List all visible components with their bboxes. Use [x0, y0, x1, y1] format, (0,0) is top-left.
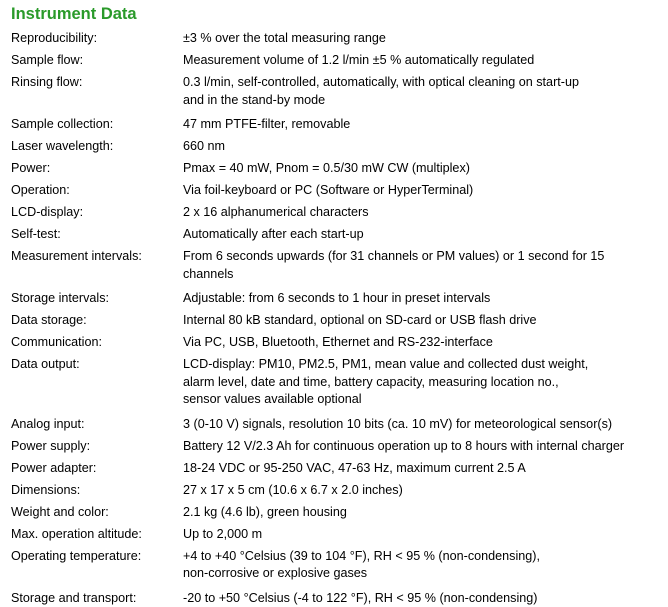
spec-row-analog-input	[11, 416, 668, 434]
spec-value: From 6 seconds upwards (for 31 channels or PM values) or 1 second for 15 channels	[183, 248, 668, 283]
spec-label: Laser wavelength:	[11, 138, 183, 156]
spec-row-lcd-display	[11, 204, 668, 222]
spec-value: LCD-display: PM10, PM2.5, PM1, mean value and collected dust weight, alarm level, date and time, battery capacity, measuring location no., sensor values available optional	[183, 356, 668, 409]
spec-value: -20 to +50 °Celsius (-4 to 122 °F), RH < 95 % (non-condensing)	[183, 590, 668, 607]
spec-value: Internal 80 kB standard, optional on SD-card or USB flash drive	[183, 312, 668, 330]
spec-value: Pmax = 40 mW, Pnom = 0.5/30 mW CW (multiplex)	[183, 160, 668, 178]
spec-label: Power adapter:	[11, 460, 183, 478]
spec-value: ±3 % over the total measuring range	[183, 30, 668, 48]
spec-value: 47 mm PTFE-filter, removable	[183, 116, 668, 134]
spec-label: LCD-display:	[11, 204, 183, 222]
spec-label: Sample flow:	[11, 52, 183, 70]
spec-label: Storage and transport:	[11, 590, 183, 607]
spec-value: 660 nm	[183, 138, 668, 156]
spec-label: Power supply:	[11, 438, 183, 456]
spec-label: Analog input:	[11, 416, 183, 434]
spec-value: 27 x 17 x 5 cm (10.6 x 6.7 x 2.0 inches)	[183, 482, 668, 500]
spec-row-power-supply	[11, 438, 668, 456]
spec-row-measurement-intervals	[11, 248, 668, 283]
spec-value: Measurement volume of 1.2 l/min ±5 % automatically regulated	[183, 52, 668, 70]
spec-row-data-storage	[11, 312, 668, 330]
spec-row-rinsing-flow	[11, 74, 668, 109]
spec-row-power-adapter	[11, 460, 668, 478]
spec-value: Via foil-keyboard or PC (Software or HyperTerminal)	[183, 182, 668, 200]
spec-label: Max. operation altitude:	[11, 526, 183, 544]
section-title: Instrument Data	[11, 5, 137, 24]
spec-label: Communication:	[11, 334, 183, 352]
spec-label: Data output:	[11, 356, 183, 409]
spec-row-max-operation-altitude	[11, 526, 668, 544]
spec-row-communication	[11, 334, 668, 352]
spec-label: Data storage:	[11, 312, 183, 330]
spec-label: Operation:	[11, 182, 183, 200]
spec-row-sample-collection	[11, 116, 668, 134]
spec-row-operation	[11, 182, 668, 200]
spec-value: 2 x 16 alphanumerical characters	[183, 204, 668, 222]
spec-value: 2.1 kg (4.6 lb), green housing	[183, 504, 668, 522]
spec-label: Dimensions:	[11, 482, 183, 500]
spec-label: Operating temperature:	[11, 548, 183, 583]
spec-row-power	[11, 160, 668, 178]
spec-value: Up to 2,000 m	[183, 526, 668, 544]
spec-label: Rinsing flow:	[11, 74, 183, 109]
spec-value: Automatically after each start-up	[183, 226, 668, 244]
spec-label: Self-test:	[11, 226, 183, 244]
spec-label: Measurement intervals:	[11, 248, 183, 283]
spec-value: 0.3 l/min, self-controlled, automatically, with optical cleaning on start-up and in the stand-by mode	[183, 74, 668, 109]
spec-value: Adjustable: from 6 seconds to 1 hour in preset intervals	[183, 290, 668, 308]
spec-label: Weight and color:	[11, 504, 183, 522]
spec-row-data-output	[11, 356, 668, 409]
spec-row-dimensions	[11, 482, 668, 500]
spec-value: 3 (0-10 V) signals, resolution 10 bits (ca. 10 mV) for meteorological sensor(s)	[183, 416, 668, 434]
spec-value: +4 to +40 °Celsius (39 to 104 °F), RH < 95 % (non-condensing), non-corrosive or explosive gases	[183, 548, 668, 583]
spec-table	[11, 30, 668, 607]
spec-row-sample-flow	[11, 52, 668, 70]
spec-value: Via PC, USB, Bluetooth, Ethernet and RS-232-interface	[183, 334, 668, 352]
spec-row-storage-intervals	[11, 290, 668, 308]
spec-row-operating-temperature	[11, 548, 668, 583]
spec-row-reproducibility	[11, 30, 668, 48]
spec-row-self-test	[11, 226, 668, 244]
spec-value: 18-24 VDC or 95-250 VAC, 47-63 Hz, maximum current 2.5 A	[183, 460, 668, 478]
spec-label: Storage intervals:	[11, 290, 183, 308]
spec-value: Battery 12 V/2.3 Ah for continuous operation up to 8 hours with internal charger	[183, 438, 668, 456]
spec-row-weight-and-color	[11, 504, 668, 522]
spec-label: Sample collection:	[11, 116, 183, 134]
spec-label: Reproducibility:	[11, 30, 183, 48]
spec-row-storage-and-transport	[11, 590, 668, 607]
spec-row-laser-wavelength	[11, 138, 668, 156]
spec-label: Power:	[11, 160, 183, 178]
